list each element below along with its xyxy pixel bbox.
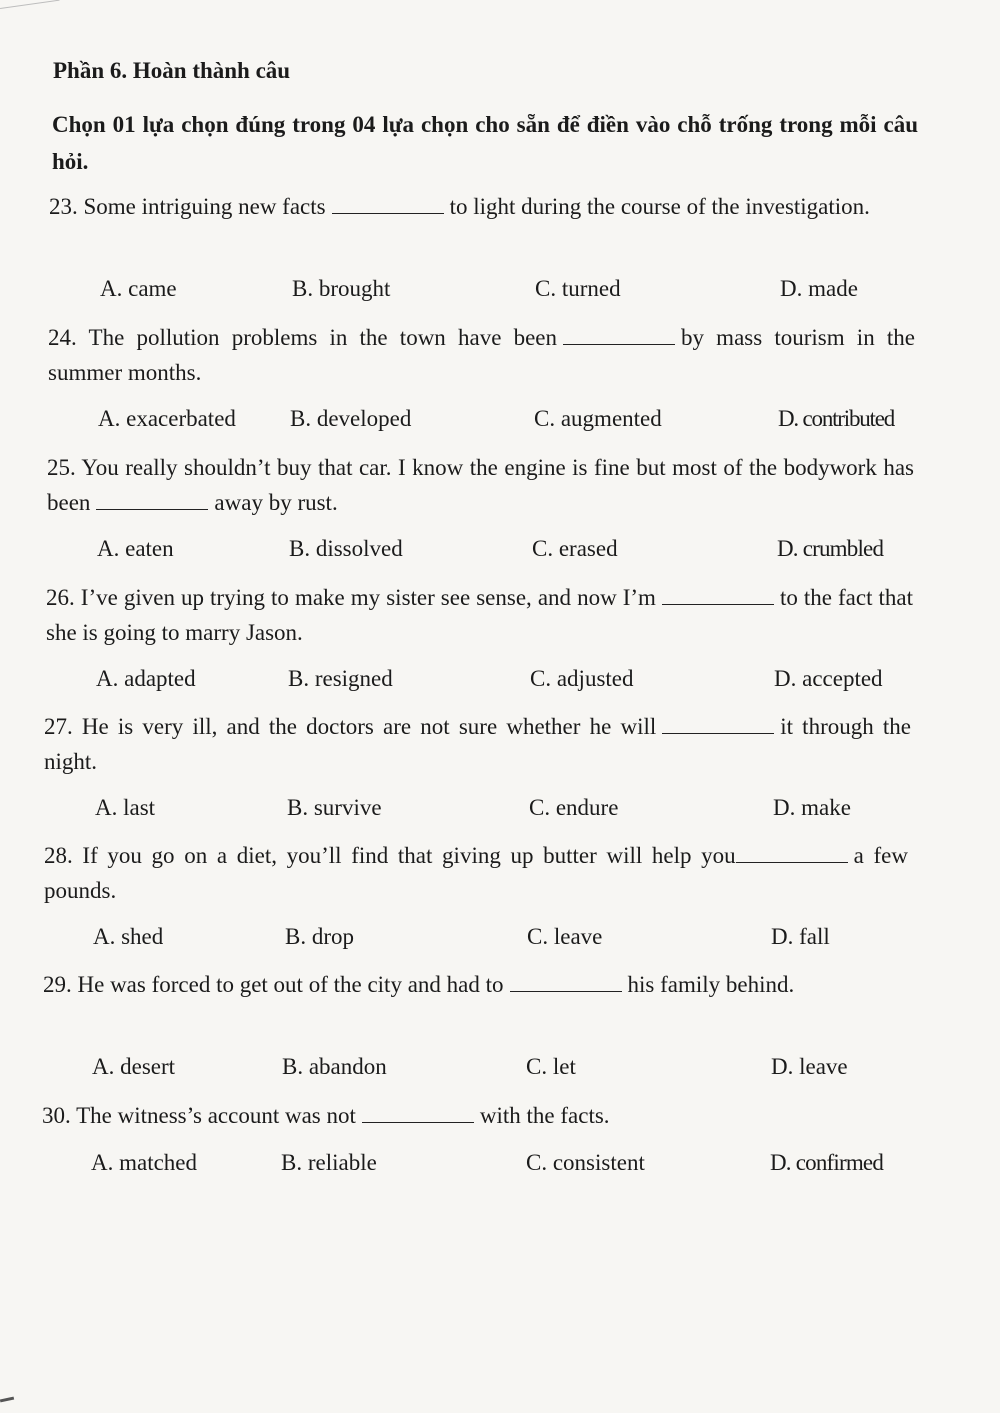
option-c[interactable]: C. erased xyxy=(532,536,618,561)
question-24 xyxy=(48,320,915,390)
option-c[interactable]: C. augmented xyxy=(534,406,662,431)
section-instruction: Chọn 01 lựa chọn đúng trong 04 lựa chọn cho sẵn để điền vào chỗ trống trong mỗi câu hỏi. xyxy=(52,112,918,174)
question-23 xyxy=(49,189,916,224)
question-text xyxy=(47,450,914,520)
question-number: 28. xyxy=(44,843,73,868)
options-25 xyxy=(97,534,917,564)
question-stem-after: his family behind. xyxy=(627,972,795,997)
option-c[interactable]: C. turned xyxy=(535,276,621,301)
question-stem-before: The pollution problems in the town have been xyxy=(88,325,557,350)
question-29 xyxy=(43,967,907,1002)
question-30 xyxy=(42,1098,906,1133)
question-25 xyxy=(47,450,914,520)
question-stem-after: a few pounds. xyxy=(44,843,908,903)
question-stem-after: by mass tourism in the summer months. xyxy=(48,325,915,385)
question-stem-before: If you go on a diet, you’ll find that giving up butter will help you xyxy=(82,843,736,868)
question-stem-after: away by rust. xyxy=(214,490,338,515)
options-23 xyxy=(100,274,900,304)
option-c[interactable]: C. endure xyxy=(529,795,619,820)
options-28 xyxy=(93,922,913,952)
options-26 xyxy=(96,664,916,694)
option-d[interactable]: D. crumbled xyxy=(777,536,884,561)
answer-blank[interactable] xyxy=(736,844,848,863)
question-stem-before: He is very ill, and the doctors are not sure whether he will xyxy=(81,714,657,739)
question-text xyxy=(44,838,908,908)
option-d[interactable]: D. make xyxy=(773,795,851,820)
question-text xyxy=(46,580,913,650)
option-d[interactable]: D. contributed xyxy=(778,406,895,431)
answer-blank[interactable] xyxy=(563,326,675,345)
question-stem-before: Some intriguing new facts xyxy=(83,194,326,219)
question-text xyxy=(48,320,915,390)
option-a[interactable]: A. last xyxy=(95,795,156,820)
option-a[interactable]: A. adapted xyxy=(96,666,196,691)
option-b[interactable]: B. reliable xyxy=(281,1150,377,1175)
question-text xyxy=(43,967,907,1002)
option-b[interactable]: B. survive xyxy=(287,795,382,820)
option-c[interactable]: C. let xyxy=(526,1054,576,1079)
question-28 xyxy=(44,838,908,908)
question-stem-after: to light during the course of the investigation. xyxy=(449,194,870,219)
options-24 xyxy=(98,404,918,434)
question-stem-before: You really shouldn’t buy that car. I know the engine is fine but most of the bodywork has been xyxy=(47,455,914,515)
option-d[interactable]: D. leave xyxy=(771,1054,848,1079)
option-a[interactable]: A. eaten xyxy=(97,536,174,561)
question-number: 23. xyxy=(49,194,78,219)
option-c[interactable]: C. consistent xyxy=(526,1150,645,1175)
section-title: Phần 6. Hoàn thành câu xyxy=(53,58,291,83)
answer-blank[interactable] xyxy=(662,586,774,605)
scan-edge-mark xyxy=(0,0,60,9)
option-a[interactable]: A. shed xyxy=(93,924,164,949)
question-26 xyxy=(46,580,913,650)
question-number: 29. xyxy=(43,972,72,997)
answer-blank[interactable] xyxy=(332,195,444,214)
option-b[interactable]: B. resigned xyxy=(288,666,393,691)
option-b[interactable]: B. dissolved xyxy=(289,536,403,561)
options-30 xyxy=(91,1148,911,1178)
answer-blank[interactable] xyxy=(662,715,774,734)
answer-blank[interactable] xyxy=(362,1104,474,1123)
question-text xyxy=(44,709,911,779)
question-stem-after: to the fact that she is going to marry Jason. xyxy=(46,585,913,645)
option-b[interactable]: B. developed xyxy=(290,406,412,431)
question-number: 25. xyxy=(47,455,76,480)
question-stem-before: He was forced to get out of the city and had to xyxy=(77,972,504,997)
option-d[interactable]: D. confirmed xyxy=(770,1150,884,1175)
options-29 xyxy=(92,1052,912,1082)
question-text xyxy=(42,1098,906,1133)
question-27 xyxy=(44,709,911,779)
option-c[interactable]: C. adjusted xyxy=(530,666,634,691)
option-a[interactable]: A. matched xyxy=(91,1150,198,1175)
option-a[interactable]: A. exacerbated xyxy=(98,406,236,431)
option-c[interactable]: C. leave xyxy=(527,924,603,949)
question-text xyxy=(49,189,916,224)
option-b[interactable]: B. abandon xyxy=(282,1054,387,1079)
scan-edge-mark xyxy=(0,1397,14,1403)
question-number: 24. xyxy=(48,325,77,350)
option-b[interactable]: B. brought xyxy=(292,276,391,301)
option-b[interactable]: B. drop xyxy=(285,924,354,949)
options-27 xyxy=(95,793,915,823)
question-number: 26. xyxy=(46,585,75,610)
question-stem-before: I’ve given up trying to make my sister see sense, and now I’m xyxy=(80,585,656,610)
option-d[interactable]: D. fall xyxy=(771,924,830,949)
question-number: 27. xyxy=(44,714,73,739)
question-number: 30. xyxy=(42,1103,71,1128)
question-stem-after: it through the night. xyxy=(44,714,911,774)
option-a[interactable]: A. desert xyxy=(92,1054,176,1079)
question-stem-before: The witness’s account was not xyxy=(76,1103,356,1128)
option-a[interactable]: A. came xyxy=(100,276,177,301)
answer-blank[interactable] xyxy=(510,973,622,992)
option-d[interactable]: D. made xyxy=(780,276,858,301)
answer-blank[interactable] xyxy=(96,491,208,510)
question-stem-after: with the facts. xyxy=(479,1103,610,1128)
option-d[interactable]: D. accepted xyxy=(774,666,883,691)
